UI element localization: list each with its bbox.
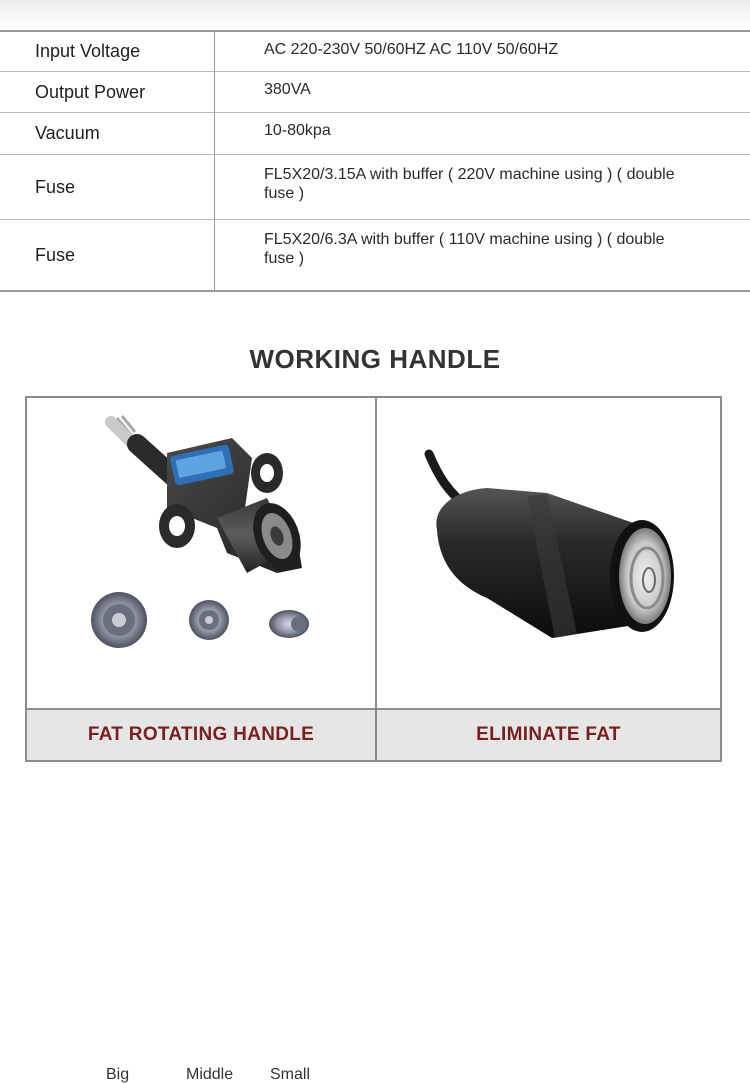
fat-rotating-handle-image [27,398,373,712]
spec-row-input-voltage [0,32,750,72]
size-label-small: Small [270,1066,311,1083]
handle-name-fat-rotating: FAT ROTATING HANDLE [27,708,375,760]
spec-label: Vacuum [0,113,215,154]
handle-name-eliminate-fat: ELIMINATE FAT [377,708,720,760]
spec-label: Fuse [0,155,215,219]
spec-label: Fuse [0,220,215,290]
spec-row-output-power [0,72,750,113]
handle-panel-fat-rotating [27,398,375,1083]
eliminate-fat-handle-image [377,398,720,712]
size-label-middle: Middle [186,1066,234,1083]
spec-value: 10-80kpa [264,122,331,139]
spec-table [0,30,750,292]
section-title: WORKING HANDLE [249,344,501,374]
spec-value: FL5X20/6.3A with buffer ( 110V machine using ) ( double fuse ) [264,231,665,267]
top-shade [0,0,750,30]
handle-panels [25,396,722,1083]
size-label-big: Big [106,1066,130,1083]
spec-label: Output Power [0,72,215,112]
spec-label: Input Voltage [0,32,215,71]
spec-row-vacuum [0,113,750,155]
spec-row-fuse-220v [0,155,750,220]
spec-value: FL5X20/3.15A with buffer ( 220V machine using ) ( double fuse ) [264,166,675,202]
spec-row-fuse-110v [0,220,750,290]
spec-value: 380VA [264,81,311,98]
handle-panel-eliminate-fat [375,398,720,760]
spec-value: AC 220-230V 50/60HZ AC 110V 50/60HZ [264,41,559,58]
